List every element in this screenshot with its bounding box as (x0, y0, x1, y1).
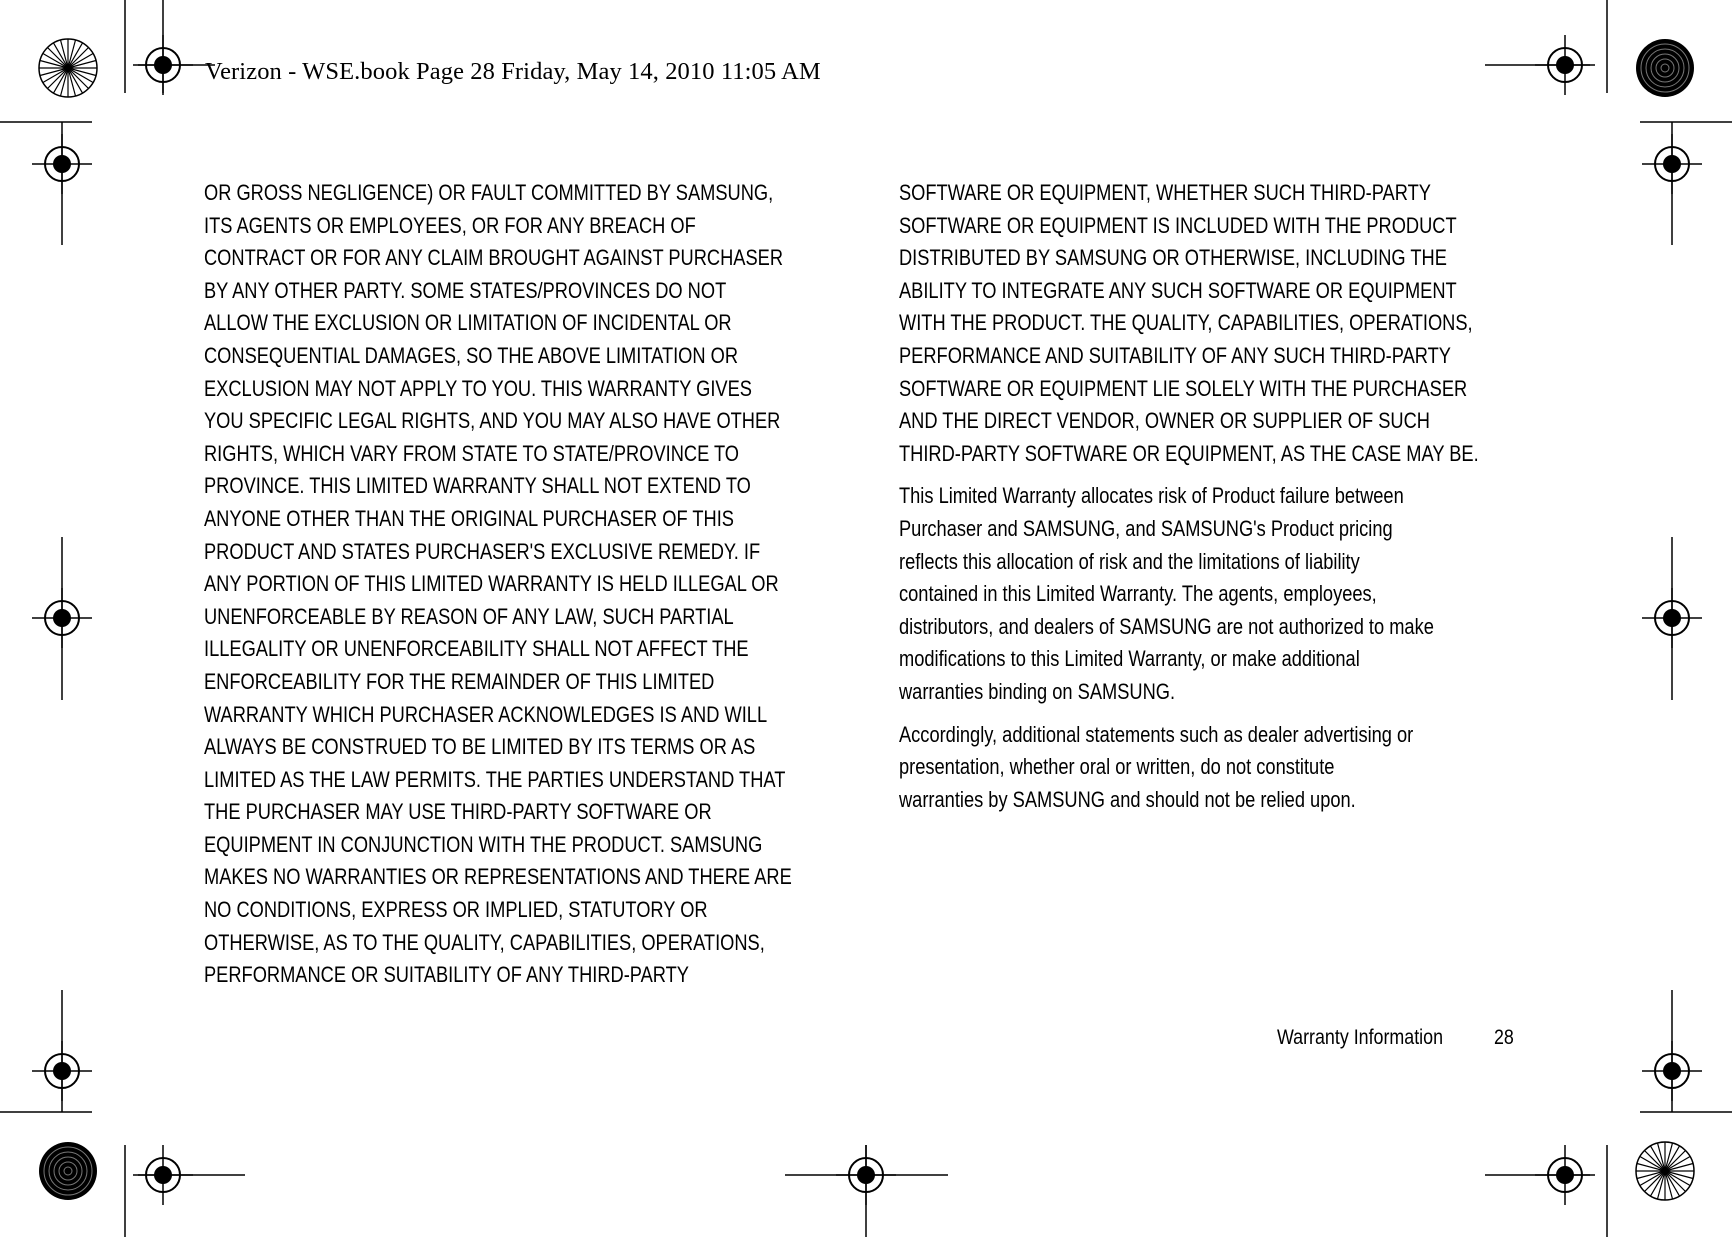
text-line: PERFORMANCE OR SUITABILITY OF ANY THIRD-PARTY (204, 962, 689, 988)
text-line: EXCLUSION MAY NOT APPLY TO YOU. THIS WARRANTY GIVES (204, 375, 752, 401)
text-line: WITH THE PRODUCT. THE QUALITY, CAPABILITIES, OPERATIONS, (899, 310, 1473, 336)
text-line: This Limited Warranty allocates risk of Product failure between (899, 483, 1404, 509)
registration-mark-icon (1642, 537, 1702, 700)
text-line: ITS AGENTS OR EMPLOYEES, OR FOR ANY BREACH OF (204, 212, 696, 238)
text-line: BY ANY OTHER PARTY. SOME STATES/PROVINCES DO NOT (204, 277, 727, 303)
target-mark-icon (1636, 39, 1694, 97)
text-line: ALLOW THE EXCLUSION OR LIMITATION OF INCIDENTAL OR (204, 310, 732, 336)
text-line: modifications to this Limited Warranty, or make additional (899, 646, 1360, 672)
text-line: OR GROSS NEGLIGENCE) OR FAULT COMMITTED BY SAMSUNG, (204, 180, 774, 205)
text-line: MAKES NO WARRANTIES OR REPRESENTATIONS AND THERE ARE (204, 864, 792, 890)
paragraph-disclaimer (899, 177, 1479, 470)
text-line: WARRANTY WHICH PURCHASER ACKNOWLEDGES IS AND WILL (204, 701, 768, 727)
registration-mark-icon (125, 0, 215, 95)
text-line: NO CONDITIONS, EXPRESS OR IMPLIED, STATUTORY OR (204, 897, 708, 923)
text-line: RIGHTS, WHICH VARY FROM STATE TO STATE/PROVINCE TO (204, 440, 740, 466)
text-line: ALWAYS BE CONSTRUED TO BE LIMITED BY ITS TERMS OR AS (204, 734, 756, 760)
registration-mark-icon (1640, 990, 1732, 1112)
text-line: SOFTWARE OR EQUIPMENT, WHETHER SUCH THIRD-PARTY (899, 180, 1431, 205)
text-line: UNENFORCEABLE BY REASON OF ANY LAW, SUCH PARTIAL (204, 603, 734, 629)
text-line: PERFORMANCE AND SUITABILITY OF ANY SUCH THIRD-PARTY (899, 342, 1451, 368)
registration-mark-icon (1640, 122, 1732, 245)
running-header: Verizon - WSE.book Page 28 Friday, May 14, 2010 11:05 AM (205, 58, 821, 85)
text-line: contained in this Limited Warranty. The agents, employees, (899, 581, 1377, 607)
text-line: ILLEGALITY OR UNENFORCEABILITY SHALL NOT AFFECT THE (204, 636, 749, 662)
text-line: SOFTWARE OR EQUIPMENT LIE SOLELY WITH THE PURCHASER (899, 375, 1468, 401)
text-line: LIMITED AS THE LAW PERMITS. THE PARTIES UNDERSTAND THAT (204, 766, 786, 792)
registration-mark-icon (1485, 1145, 1607, 1237)
registration-mark-icon (125, 1145, 245, 1237)
registration-mark-icon (1485, 0, 1607, 95)
text-line: ANYONE OTHER THAN THE ORIGINAL PURCHASER OF THIS (204, 505, 734, 531)
right-column (899, 177, 1479, 826)
text-line: distributors, and dealers of SAMSUNG are not authorized to make (899, 613, 1434, 639)
paragraph-additional-statements (899, 719, 1479, 817)
text-line: ABILITY TO INTEGRATE ANY SUCH SOFTWARE OR EQUIPMENT (899, 277, 1457, 303)
text-line: SOFTWARE OR EQUIPMENT IS INCLUDED WITH THE PRODUCT (899, 212, 1457, 238)
text-line: DISTRIBUTED BY SAMSUNG OR OTHERWISE, INCLUDING THE (899, 245, 1447, 271)
text-line: CONTRACT OR FOR ANY CLAIM BROUGHT AGAINST PURCHASER (204, 245, 784, 271)
text-line: warranties binding on SAMSUNG. (899, 678, 1176, 704)
text-line: Purchaser and SAMSUNG, and SAMSUNG's Product pricing (899, 515, 1393, 541)
text-line: reflects this allocation of risk and the limitations of liability (899, 548, 1360, 574)
text-line: THIRD-PARTY SOFTWARE OR EQUIPMENT, AS THE CASE MAY BE. (899, 440, 1479, 466)
sunburst-mark-icon (39, 39, 97, 97)
text-line: CONSEQUENTIAL DAMAGES, SO THE ABOVE LIMITATION OR (204, 342, 739, 368)
text-line: AND THE DIRECT VENDOR, OWNER OR SUPPLIER OF SUCH (899, 408, 1430, 434)
target-mark-icon (39, 1142, 97, 1200)
text-line: Accordingly, additional statements such as dealer advertising or (899, 721, 1414, 747)
text-line: warranties by SAMSUNG and should not be relied upon. (899, 786, 1356, 812)
text-line: PROVINCE. THIS LIMITED WARRANTY SHALL NOT EXTEND TO (204, 473, 751, 499)
registration-mark-icon (32, 537, 92, 700)
text-line: YOU SPECIFIC LEGAL RIGHTS, AND YOU MAY ALSO HAVE OTHER (204, 408, 781, 434)
footer-section-label: Warranty Information (1277, 1026, 1444, 1049)
registration-mark-icon (0, 990, 92, 1112)
text-line: presentation, whether oral or written, do not constitute (899, 754, 1335, 780)
text-line: ANY PORTION OF THIS LIMITED WARRANTY IS HELD ILLEGAL OR (204, 571, 779, 597)
sunburst-mark-icon (1636, 1142, 1694, 1200)
text-line: PRODUCT AND STATES PURCHASER'S EXCLUSIVE REMEDY. IF (204, 538, 761, 564)
left-column (204, 177, 792, 992)
paragraph-risk-allocation (899, 480, 1479, 708)
registration-mark-icon (0, 122, 92, 245)
footer-page-number: 28 (1494, 1026, 1514, 1049)
text-line: THE PURCHASER MAY USE THIRD-PARTY SOFTWARE OR (204, 799, 712, 825)
registration-mark-icon (785, 1145, 948, 1237)
text-line: OTHERWISE, AS TO THE QUALITY, CAPABILITIES, OPERATIONS, (204, 929, 765, 955)
text-line: ENFORCEABILITY FOR THE REMAINDER OF THIS LIMITED (204, 668, 715, 694)
text-line: EQUIPMENT IN CONJUNCTION WITH THE PRODUCT. SAMSUNG (204, 831, 763, 857)
